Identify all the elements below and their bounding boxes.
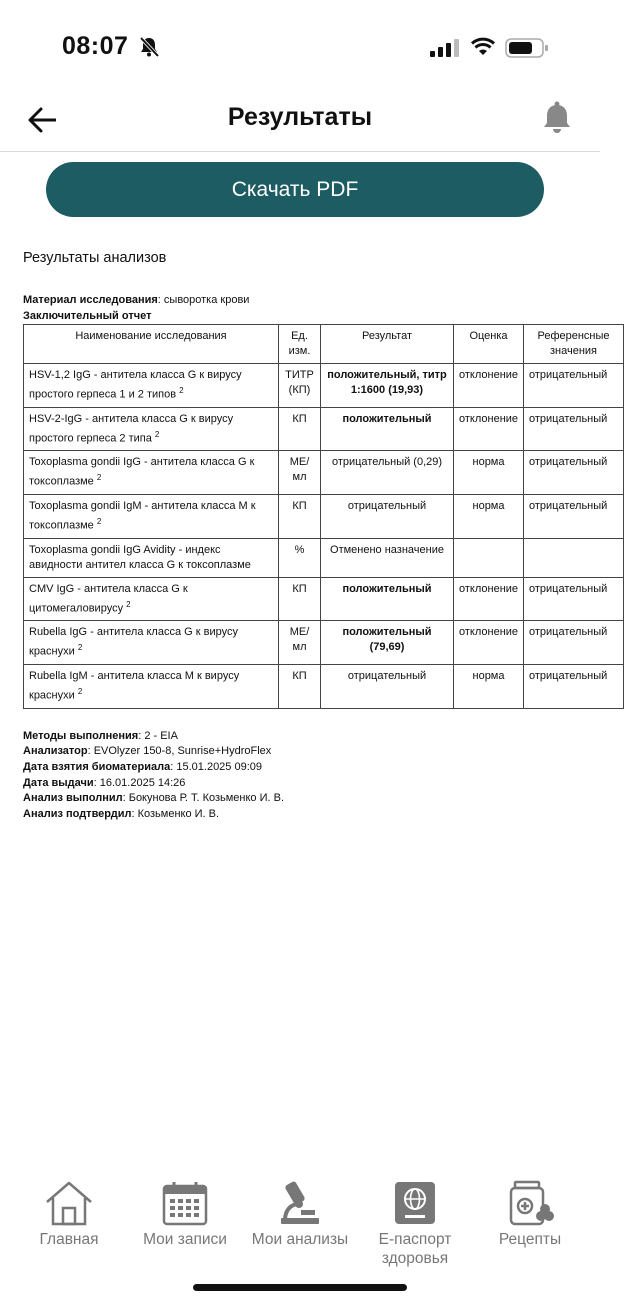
cell-grade: норма bbox=[454, 494, 524, 538]
report-info bbox=[23, 729, 600, 823]
footnote-mark: 2 bbox=[77, 686, 83, 696]
cell-unit: КП bbox=[279, 407, 321, 451]
info-line bbox=[23, 729, 600, 745]
cell-reference: отрицательный bbox=[524, 364, 624, 408]
col-header-unit: Ед. изм. bbox=[279, 325, 321, 364]
test-name: Rubella IgM - антитела класса M к вирусу краснухи bbox=[29, 669, 240, 702]
report-title: Результаты анализов bbox=[23, 250, 167, 266]
footnote-mark: 2 bbox=[77, 643, 83, 653]
download-pdf-button[interactable]: Скачать PDF bbox=[46, 162, 544, 217]
cell-test-name bbox=[24, 451, 279, 495]
battery-icon bbox=[505, 37, 549, 59]
tab-appointments[interactable] bbox=[125, 1180, 245, 1249]
cell-reference: отрицательный bbox=[524, 577, 624, 621]
cell-test-name bbox=[24, 577, 279, 621]
cell-test-name bbox=[24, 494, 279, 538]
final-report-label: Заключительный отчет bbox=[23, 310, 152, 322]
info-line bbox=[23, 744, 600, 760]
cell-test-name bbox=[24, 621, 279, 665]
status-time: 08:07 bbox=[62, 32, 129, 60]
home-indicator bbox=[193, 1284, 407, 1291]
test-name: Toxoplasma gondii IgG Avidity - индекс авидности антител класса G к токсоплазме bbox=[29, 543, 251, 571]
calendar-icon bbox=[161, 1180, 209, 1226]
tab-analyses[interactable] bbox=[240, 1180, 360, 1249]
cell-test-name bbox=[24, 407, 279, 451]
tab-analyses-label: Мои анализы bbox=[251, 1231, 349, 1248]
cell-unit: КП bbox=[279, 494, 321, 538]
cell-unit: КП bbox=[279, 577, 321, 621]
cell-result: отрицательный bbox=[321, 494, 454, 538]
cell-result: положительный bbox=[321, 407, 454, 451]
col-header-name: Наименование исследования bbox=[24, 325, 279, 364]
footnote-mark: 2 bbox=[154, 429, 160, 439]
table-row bbox=[24, 621, 624, 665]
cell-reference: отрицательный bbox=[524, 451, 624, 495]
tab-prescriptions-label: Рецепты bbox=[498, 1231, 562, 1248]
info-line bbox=[23, 791, 600, 807]
cell-unit: МЕ/ мл bbox=[279, 451, 321, 495]
table-row bbox=[24, 664, 624, 708]
cell-result: Отменено назначение bbox=[321, 538, 454, 577]
cell-result: положительный (79,69) bbox=[321, 621, 454, 665]
final-report-line bbox=[23, 308, 600, 324]
footnote-mark: 2 bbox=[126, 599, 131, 609]
info-value: : 16.01.2025 14:26 bbox=[93, 776, 186, 789]
col-header-result: Результат bbox=[321, 325, 454, 364]
info-value: : 15.01.2025 09:09 bbox=[170, 761, 262, 773]
test-name: Toxoplasma gondii IgG - антитела класса G к токсоплазме bbox=[29, 456, 255, 488]
cell-grade: норма bbox=[454, 451, 524, 495]
tab-home-label: Главная bbox=[39, 1231, 99, 1248]
test-name: HSV-2-IgG - антитела класса G к вирусу простого герпеса 2 типа bbox=[29, 412, 234, 445]
notification-bell-icon[interactable] bbox=[541, 100, 573, 136]
info-label: Дата взятия биоматериала bbox=[23, 761, 171, 773]
cell-test-name bbox=[24, 364, 279, 408]
table-row bbox=[24, 451, 624, 495]
info-label: Дата выдачи bbox=[23, 776, 94, 789]
wifi-icon bbox=[470, 36, 496, 58]
bottom-tab-bar bbox=[0, 1170, 600, 1270]
test-name: HSV-1,2 IgG - антитела класса G к вирусу простого герпеса 1 и 2 типов bbox=[29, 369, 242, 401]
cell-reference: отрицательный bbox=[524, 621, 624, 665]
cell-grade: отклонение bbox=[454, 621, 524, 665]
cell-unit: % bbox=[279, 538, 321, 577]
table-row bbox=[24, 407, 624, 451]
results-table bbox=[23, 324, 624, 709]
test-name: Rubella IgG - антитела класса G к вирусу краснухи bbox=[29, 626, 238, 658]
table-row bbox=[24, 364, 624, 408]
material-line bbox=[23, 292, 600, 308]
cell-reference: отрицательный bbox=[524, 407, 624, 451]
info-value: : Козьменко И. В. bbox=[131, 808, 220, 821]
cell-unit: МЕ/ мл bbox=[279, 621, 321, 665]
cell-result: отрицательный (0,29) bbox=[321, 451, 454, 495]
info-label: Анализ выполнил bbox=[23, 792, 123, 805]
col-header-grade: Оценка bbox=[454, 325, 524, 364]
info-label: Анализ подтвердил bbox=[23, 808, 132, 821]
test-name: CMV IgG - антитела класса G к цитомегаловирусу bbox=[29, 582, 188, 615]
page-title: Результаты bbox=[227, 103, 373, 131]
cell-grade: отклонение bbox=[454, 407, 524, 451]
tab-appointments-label: Мои записи bbox=[143, 1231, 227, 1248]
cell-reference: отрицательный bbox=[524, 494, 624, 538]
tab-home[interactable] bbox=[9, 1180, 129, 1249]
cell-result: положительный, титр 1:1600 (19,93) bbox=[321, 364, 454, 408]
table-row bbox=[24, 577, 624, 621]
status-bar bbox=[0, 0, 600, 95]
results-document bbox=[23, 250, 610, 823]
bell-muted-icon bbox=[138, 36, 160, 58]
info-label: Анализатор bbox=[23, 745, 88, 758]
material-label: Материал исследования bbox=[23, 294, 158, 306]
cell-result: положительный bbox=[321, 577, 454, 621]
cell-test-name bbox=[24, 664, 279, 708]
info-line bbox=[23, 760, 600, 776]
cell-reference: отрицательный bbox=[524, 664, 624, 708]
cell-reference bbox=[524, 538, 624, 577]
table-row bbox=[24, 494, 624, 538]
home-icon bbox=[44, 1180, 94, 1226]
footnote-mark: 2 bbox=[96, 473, 102, 483]
info-line bbox=[23, 807, 600, 823]
cell-grade: норма bbox=[454, 664, 524, 708]
cellular-signal-icon bbox=[430, 38, 460, 58]
cell-grade bbox=[454, 538, 524, 577]
cell-result: отрицательный bbox=[321, 664, 454, 708]
info-label: Методы выполнения bbox=[23, 729, 139, 742]
cell-grade: отклонение bbox=[454, 364, 524, 408]
info-value: : Бокунова Р. Т. Козьменко И. В. bbox=[122, 792, 285, 805]
footnote-mark: 2 bbox=[179, 386, 184, 395]
info-value: : EVOlyzer 150-8, Sunrise+HydroFlex bbox=[87, 745, 272, 758]
test-name: Toxoplasma gondii IgM - антитела класса M к токсоплазме bbox=[29, 499, 256, 532]
info-value: : 2 - EIA bbox=[138, 729, 178, 742]
report-meta bbox=[23, 292, 600, 324]
material-value: : сыворотка крови bbox=[157, 294, 250, 306]
cell-grade: отклонение bbox=[454, 577, 524, 621]
app-header bbox=[0, 95, 600, 152]
table-header-row bbox=[24, 325, 624, 364]
col-header-reference: Референсные значения bbox=[524, 325, 624, 364]
passport-icon bbox=[393, 1180, 437, 1226]
table-row bbox=[24, 538, 624, 577]
tab-prescriptions[interactable] bbox=[470, 1180, 590, 1249]
cell-unit: КП bbox=[279, 664, 321, 708]
microscope-icon bbox=[277, 1180, 323, 1226]
medicine-jar-icon bbox=[505, 1180, 555, 1226]
tab-health-passport[interactable] bbox=[355, 1180, 475, 1268]
tab-health-passport-label: Е-паспорт здоровья bbox=[378, 1231, 452, 1267]
results-table-scroll[interactable] bbox=[23, 324, 610, 709]
info-line bbox=[23, 776, 600, 792]
footnote-mark: 2 bbox=[96, 516, 102, 526]
cell-unit: ТИТР (КП) bbox=[279, 364, 321, 408]
cell-test-name bbox=[24, 538, 279, 577]
